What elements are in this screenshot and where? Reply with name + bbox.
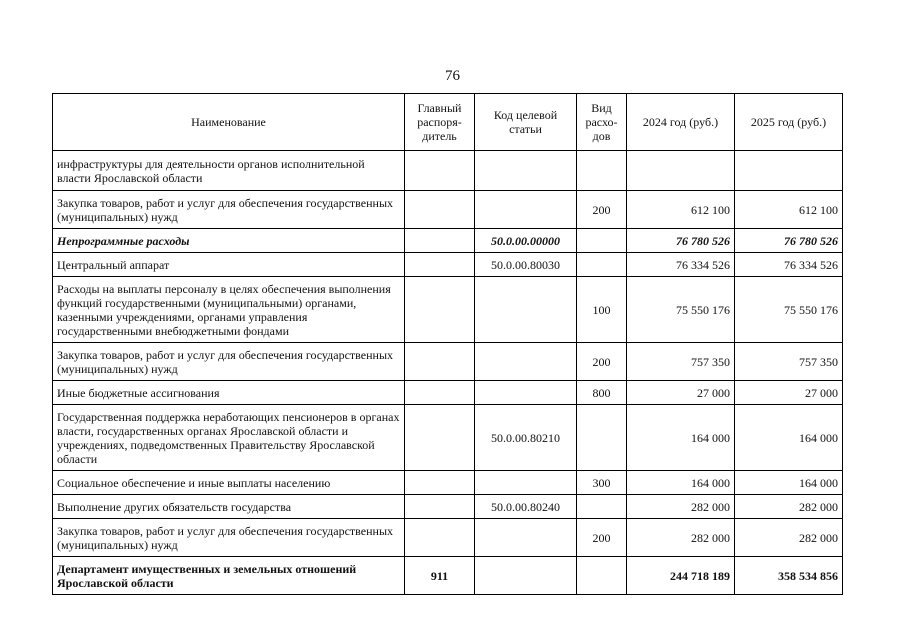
row-type: 200 — [577, 519, 627, 557]
table-row — [53, 343, 843, 381]
row-code: 50.0.00.00000 — [475, 229, 577, 253]
row-name: Иные бюджетные ассигнования — [53, 381, 405, 405]
row-2024: 282 000 — [627, 519, 735, 557]
row-name: Непрограммные расходы — [53, 229, 405, 253]
row-code — [475, 191, 577, 229]
row-name: Государственная поддержка неработающих пенсионеров в органах власти, государственных органах Ярославской области и учреждениях, подведомственных Правительству Ярославской области — [53, 405, 405, 471]
row-admin — [405, 471, 475, 495]
row-name: Департамент имущественных и земельных отношений Ярославской области — [53, 557, 405, 595]
row-code — [475, 381, 577, 405]
header-2024: 2024 год (руб.) — [627, 94, 735, 151]
row-2024: 164 000 — [627, 471, 735, 495]
row-name: инфраструктуры для деятельности органов исполнительной власти Ярославской области — [53, 151, 405, 191]
row-2025: 282 000 — [735, 519, 843, 557]
row-name: Закупка товаров, работ и услуг для обеспечения государственных (муниципальных) нужд — [53, 343, 405, 381]
row-2025: 757 350 — [735, 343, 843, 381]
table-row — [53, 405, 843, 471]
table-header-row — [53, 94, 843, 151]
row-2024: 164 000 — [627, 405, 735, 471]
table-row — [53, 229, 843, 253]
table-row — [53, 191, 843, 229]
row-code: 50.0.00.80210 — [475, 405, 577, 471]
row-code — [475, 343, 577, 381]
row-admin — [405, 277, 475, 343]
row-type: 200 — [577, 191, 627, 229]
row-type — [577, 229, 627, 253]
header-target-code: Код целевой статьи — [475, 94, 577, 151]
row-admin — [405, 495, 475, 519]
row-code: 50.0.00.80030 — [475, 253, 577, 277]
header-2025: 2025 год (руб.) — [735, 94, 843, 151]
row-2024: 76 334 526 — [627, 253, 735, 277]
row-code — [475, 277, 577, 343]
header-expense-type: Вид расхо-дов — [577, 94, 627, 151]
row-2025: 612 100 — [735, 191, 843, 229]
row-name: Закупка товаров, работ и услуг для обеспечения государственных (муниципальных) нужд — [53, 519, 405, 557]
row-type — [577, 253, 627, 277]
row-2025: 75 550 176 — [735, 277, 843, 343]
row-2025: 164 000 — [735, 471, 843, 495]
row-admin — [405, 253, 475, 277]
row-2024: 282 000 — [627, 495, 735, 519]
page-number: 76 — [445, 68, 460, 84]
table-row — [53, 519, 843, 557]
row-name: Выполнение других обязательств государства — [53, 495, 405, 519]
row-name: Социальное обеспечение и иные выплаты населению — [53, 471, 405, 495]
row-2024: 27 000 — [627, 381, 735, 405]
row-admin — [405, 191, 475, 229]
row-admin — [405, 381, 475, 405]
row-admin — [405, 519, 475, 557]
row-2025: 282 000 — [735, 495, 843, 519]
row-type: 300 — [577, 471, 627, 495]
row-name: Центральный аппарат — [53, 253, 405, 277]
row-code — [475, 557, 577, 595]
row-2024: 757 350 — [627, 343, 735, 381]
row-2025 — [735, 151, 843, 191]
table-row — [53, 495, 843, 519]
table-row — [53, 151, 843, 191]
row-name: Закупка товаров, работ и услуг для обеспечения государственных (муниципальных) нужд — [53, 191, 405, 229]
row-name: Расходы на выплаты персоналу в целях обеспечения выполнения функций государственными (муниципальными) органами, казенными учреждениями, органами управления государственными внебюджетными фондами — [53, 277, 405, 343]
table-row — [53, 381, 843, 405]
row-2024 — [627, 151, 735, 191]
row-2025: 358 534 856 — [735, 557, 843, 595]
row-type — [577, 151, 627, 191]
row-type — [577, 495, 627, 519]
header-name: Наименование — [53, 94, 405, 151]
row-2024: 76 780 526 — [627, 229, 735, 253]
row-admin — [405, 343, 475, 381]
row-type — [577, 557, 627, 595]
row-2025: 27 000 — [735, 381, 843, 405]
row-2024: 244 718 189 — [627, 557, 735, 595]
table-row — [53, 253, 843, 277]
row-2025: 164 000 — [735, 405, 843, 471]
row-2024: 612 100 — [627, 191, 735, 229]
row-type: 100 — [577, 277, 627, 343]
row-2024: 75 550 176 — [627, 277, 735, 343]
table-row — [53, 557, 843, 595]
row-code — [475, 151, 577, 191]
row-admin — [405, 229, 475, 253]
budget-table — [52, 93, 843, 595]
row-code: 50.0.00.80240 — [475, 495, 577, 519]
header-main-admin: Главный распоря-дитель — [405, 94, 475, 151]
row-admin — [405, 405, 475, 471]
row-code — [475, 471, 577, 495]
row-type — [577, 405, 627, 471]
row-2025: 76 334 526 — [735, 253, 843, 277]
row-code — [475, 519, 577, 557]
row-type: 800 — [577, 381, 627, 405]
row-admin — [405, 151, 475, 191]
row-2025: 76 780 526 — [735, 229, 843, 253]
row-admin: 911 — [405, 557, 475, 595]
row-type: 200 — [577, 343, 627, 381]
table-row — [53, 471, 843, 495]
table-row — [53, 277, 843, 343]
